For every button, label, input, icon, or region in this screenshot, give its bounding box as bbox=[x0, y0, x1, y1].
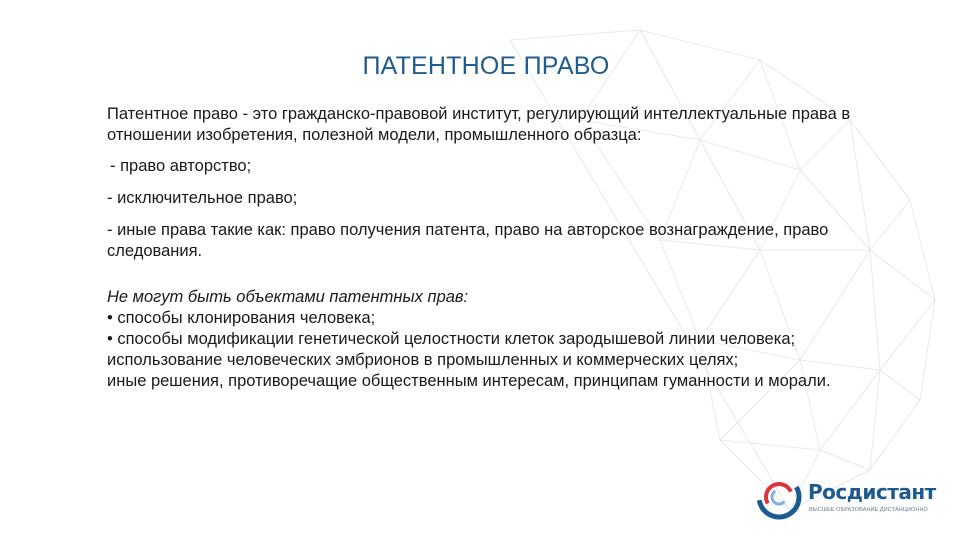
exclusions-heading: Не могут быть объектами патентных прав: bbox=[107, 288, 469, 306]
spacer bbox=[107, 273, 877, 287]
logo-tagline: ВЫСШЕЕ ОБРАЗОВАНИЕ ДИСТАНЦИОННО bbox=[809, 507, 928, 513]
rosdistant-swirl-icon bbox=[756, 474, 802, 520]
definition-paragraph bbox=[107, 104, 877, 146]
definition-text: - это гражданско-правовой институт, регулирующий интеллектуальные права в отношении изобретения, полезной модели, промышленного образца: bbox=[107, 105, 851, 144]
exclusion-item: • способы модификации генетической целостности клеток зародышевой линии человека; bbox=[107, 330, 796, 348]
rights-list-item: - иные права такие как: право получения патента, право на авторское вознаграждение, право следования. bbox=[107, 221, 829, 260]
slide-title: ПАТЕНТНОЕ ПРАВО bbox=[362, 52, 610, 80]
exclusion-item: иные решения, противоречащие общественным интересам, принципам гуманности и морали. bbox=[107, 372, 831, 390]
rights-list-item: - исключительное право; bbox=[107, 189, 298, 207]
slide-body bbox=[107, 104, 877, 392]
rights-list-item: - право авторство; bbox=[110, 157, 252, 175]
rosdistant-logo bbox=[756, 474, 936, 524]
logo-brand-name: Росдистант bbox=[808, 480, 936, 504]
exclusion-item: • способы клонирования человека; bbox=[107, 309, 376, 327]
exclusion-item: использование человеческих эмбрионов в промышленных и коммерческих целях; bbox=[107, 351, 739, 369]
definition-term: Патентное право bbox=[107, 105, 238, 123]
